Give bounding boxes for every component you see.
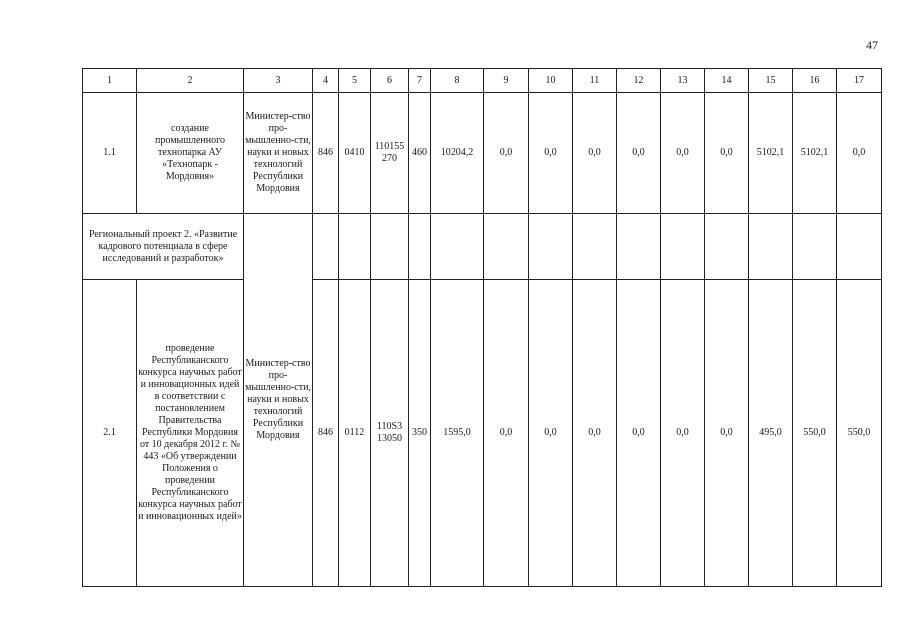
year-value: 0,0 bbox=[484, 93, 529, 214]
regional-project-title: Региональный проект 2. «Развитие кадрового потенциала в сфере исследований и разработок» bbox=[83, 214, 244, 280]
csr-code: 110155 270 bbox=[371, 93, 409, 214]
page-number: 47 bbox=[866, 38, 878, 52]
header-cell: 3 bbox=[244, 69, 313, 93]
empty-cell bbox=[793, 214, 837, 280]
csr-code: 110S3 13050 bbox=[371, 280, 409, 587]
year-value: 0,0 bbox=[617, 280, 661, 587]
year-value: 5102,1 bbox=[793, 93, 837, 214]
year-value: 0,0 bbox=[661, 93, 705, 214]
table-row-2-1 bbox=[83, 280, 882, 587]
empty-cell bbox=[371, 214, 409, 280]
year-value: 0,0 bbox=[705, 280, 749, 587]
header-cell: 5 bbox=[339, 69, 371, 93]
grbs-code: 846 bbox=[313, 280, 339, 587]
vr-code: 350 bbox=[409, 280, 431, 587]
year-value: 0,0 bbox=[573, 280, 617, 587]
empty-cell bbox=[313, 214, 339, 280]
rzpr-code: 0112 bbox=[339, 280, 371, 587]
year-value: 0,0 bbox=[705, 93, 749, 214]
event-name: проведение Республиканского конкурса научных работ и инновационных идей в соответствии с постановлением Правительства Республики Мордовия от 10 декабря 2012 г. № 443 «Об утверждении Положения о проведении Республиканского конкурса научных работ и инновационных идей» bbox=[137, 280, 244, 587]
year-value: 550,0 bbox=[837, 280, 882, 587]
year-value: 0,0 bbox=[529, 93, 573, 214]
executor: Министер-ство про-мышленно-сти, науки и новых технологий Республики Мордовия bbox=[244, 214, 313, 587]
header-cell: 11 bbox=[573, 69, 617, 93]
header-cell: 16 bbox=[793, 69, 837, 93]
total-value: 10204,2 bbox=[431, 93, 484, 214]
empty-cell bbox=[661, 214, 705, 280]
row-index: 2.1 bbox=[83, 280, 137, 587]
header-cell: 4 bbox=[313, 69, 339, 93]
regional-project-row bbox=[83, 214, 882, 280]
header-cell: 2 bbox=[137, 69, 244, 93]
header-cell: 9 bbox=[484, 69, 529, 93]
empty-cell bbox=[409, 214, 431, 280]
empty-cell bbox=[431, 214, 484, 280]
event-name: создание промышленного технопарка АУ «Технопарк - Мордовия» bbox=[137, 93, 244, 214]
vr-code: 460 bbox=[409, 93, 431, 214]
empty-cell bbox=[484, 214, 529, 280]
year-value: 0,0 bbox=[484, 280, 529, 587]
total-value: 1595,0 bbox=[431, 280, 484, 587]
header-cell: 14 bbox=[705, 69, 749, 93]
budget-table bbox=[82, 68, 882, 587]
header-cell: 1 bbox=[83, 69, 137, 93]
empty-cell bbox=[749, 214, 793, 280]
executor: Министер-ство про-мышленно-сти, науки и новых технологий Республики Мордовия bbox=[244, 93, 313, 214]
header-row bbox=[83, 69, 882, 93]
year-value: 0,0 bbox=[573, 93, 617, 214]
header-cell: 10 bbox=[529, 69, 573, 93]
header-cell: 15 bbox=[749, 69, 793, 93]
header-cell: 6 bbox=[371, 69, 409, 93]
header-cell: 8 bbox=[431, 69, 484, 93]
header-cell: 12 bbox=[617, 69, 661, 93]
empty-cell bbox=[529, 214, 573, 280]
header-cell: 7 bbox=[409, 69, 431, 93]
table-row-1-1 bbox=[83, 93, 882, 214]
header-cell: 13 bbox=[661, 69, 705, 93]
year-value: 495,0 bbox=[749, 280, 793, 587]
year-value: 0,0 bbox=[529, 280, 573, 587]
grbs-code: 846 bbox=[313, 93, 339, 214]
year-value: 0,0 bbox=[661, 280, 705, 587]
empty-cell bbox=[837, 214, 882, 280]
row-index: 1.1 bbox=[83, 93, 137, 214]
year-value: 0,0 bbox=[617, 93, 661, 214]
year-value: 0,0 bbox=[837, 93, 882, 214]
rzpr-code: 0410 bbox=[339, 93, 371, 214]
year-value: 550,0 bbox=[793, 280, 837, 587]
year-value: 5102,1 bbox=[749, 93, 793, 214]
empty-cell bbox=[339, 214, 371, 280]
empty-cell bbox=[573, 214, 617, 280]
empty-cell bbox=[617, 214, 661, 280]
empty-cell bbox=[705, 214, 749, 280]
header-cell: 17 bbox=[837, 69, 882, 93]
